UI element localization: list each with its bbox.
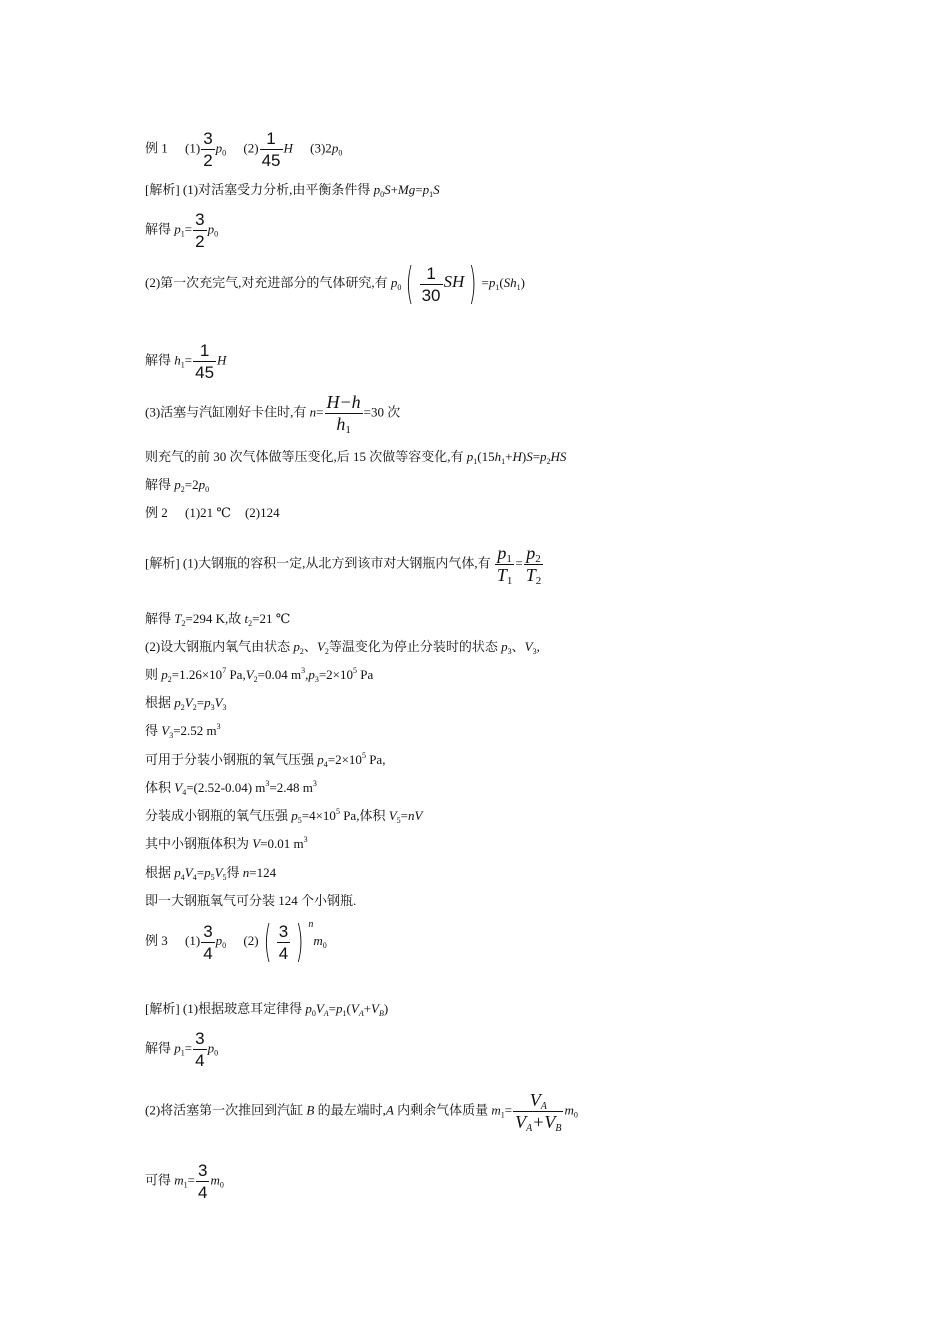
equation-line: 其中小钢瓶体积为 V=0.01 $m^3$	[145, 835, 308, 851]
equation-line: 解得 $p_2=2p_0$	[145, 477, 210, 494]
example-1-answer: 例 1 (1) $\frac{3}{2}$ $p_0$ (2) $\frac{1}{45}$ H $(3)2p_0$	[145, 129, 343, 170]
fraction: $\frac{3}{4}$	[195, 1029, 205, 1070]
analysis-line: (2)第一次充完气,对充进部分的气体研究,有 $p_0$ ( $\frac{1}{30}$ SH ) $=p_1(Sh_1)$	[145, 258, 525, 309]
example-label: 例 1	[145, 140, 168, 156]
example-2-answer: 例 2 (1)21 ℃ (2)124	[145, 505, 280, 520]
fraction: $\frac{3}{2}$	[203, 129, 213, 170]
fraction: $\frac{V_A}{V_A+V_B}$	[515, 1090, 562, 1134]
equation-line: 可得 $m_1=$ $\frac{3}{4}$ $m_0$	[145, 1161, 224, 1202]
analysis-line: [解析] (1)对活塞受力分析,由平衡条件得 $p_0S+Mg=p_1S$	[145, 182, 440, 199]
example-label: 例 2	[145, 505, 168, 520]
analysis-line: 则充气的前 30 次气体做等压变化,后 15 次做等容变化,有 $p_1(15h_1+H)S=p_2HS$	[145, 449, 567, 466]
equation-line: 则 $p_2=1.26\times 10^7$ $Pa,V_2=0.04$ $m^3,p_3=2\times 10^5$ Pa	[145, 666, 374, 684]
fraction: $\frac{p_2}{T_2}$	[525, 543, 542, 587]
fraction: $\frac{1}{45}$	[195, 341, 215, 382]
equation-line: 解得 $p_1=$ $\frac{3}{4}$ $p_0$	[145, 1029, 219, 1070]
equation-line: 体积 $V_4=(2.52-0.04)$ $m^3=2.48$ $m^3$	[145, 779, 317, 797]
fraction: $\frac{1}{30}$	[421, 263, 441, 305]
equation-line: 分装成小钢瓶的氧气压强 $p_5=4\times 10^5$ Pa,体积 $V_5=nV$	[145, 807, 423, 825]
example-label: 例 3	[145, 932, 168, 948]
fraction: $\frac{3}{4}$	[203, 921, 213, 963]
equation-line: 根据 $p_4V_4=p_5V_5$得 n=124	[145, 865, 277, 882]
fraction: $\frac{1}{45}$	[261, 129, 281, 170]
analysis-line: [解析] (1)大钢瓶的容积一定,从北方到该市对大钢瓶内气体,有 $\frac{p_1}{T_1}$ = $\frac{p_2}{T_2}$	[145, 543, 542, 587]
fraction: $\frac{p_1}{T_1}$	[496, 543, 513, 587]
conclusion-line: 即一大钢瓶氧气可分装 124 个小钢瓶.	[145, 893, 357, 908]
equation-line: 可用于分装小钢瓶的氧气压强 $p_4=2\times 10^5$ Pa,	[145, 751, 386, 769]
fraction: $\frac{3}{4}$	[278, 921, 289, 963]
fraction: $\frac{3}{4}$	[198, 1161, 208, 1202]
equation-line: (3)活塞与汽缸刚好卡住时,有 n= $\frac{H-h}{h_1}$ =30 次	[145, 392, 401, 436]
equation-line: 解得 $h_1=$ $\frac{1}{45}$ H	[145, 341, 227, 382]
equation-line: 解得 $T_2=294$ K,故 $t_2=21$ ℃	[145, 611, 291, 628]
equation-line: 得 $V_3=2.52$ $m^3$	[145, 722, 221, 740]
fraction: $\frac{3}{2}$	[195, 210, 205, 251]
fraction: $\frac{H-h}{h_1}$	[326, 392, 361, 436]
analysis-line: (2)将活塞第一次推回到汽缸 B 的最左端时,A 内剩余气体质量 $m_1=$ $\frac{V_A}{V_A+V_B}$ $m_0$	[145, 1090, 578, 1134]
analysis-line: [解析] (1)根据玻意耳定律得 $p_0V_A=p_1(V_A+V_B)$	[145, 1001, 389, 1018]
equation-line: 解得 $p_1=$ $\frac{3}{2}$ $p_0$	[145, 210, 219, 251]
example-3-answer: 例 3 (1) $\frac{3}{4}$ $p_0$ (2) ( $\frac{3}{4}$ ) $^nm_0$	[145, 916, 327, 967]
equation-line: 根据 $p_2V_2=p_3V_3$	[145, 695, 227, 712]
analysis-line: (2)设大钢瓶内氧气由状态 $p_2$、$V_2$等温变化为停止分装时的状态 $p_3$、$V_3$,	[145, 639, 540, 656]
